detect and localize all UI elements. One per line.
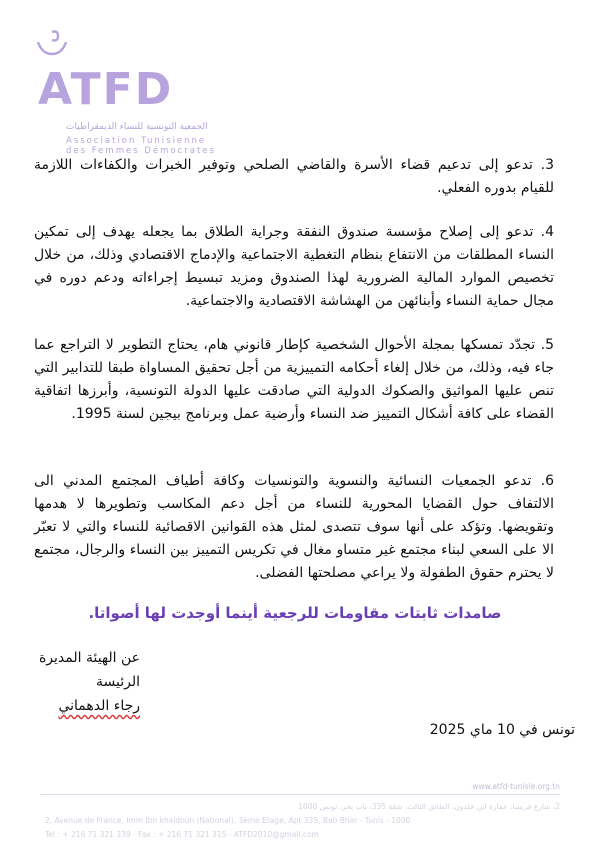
paragraph-3: 3. تدعو إلى تدعيم قضاء الأسرة والقاضي الصلحي وتوفير الخبرات والكفاءات اللازمة للقيام بدوره الفعلي. xyxy=(34,157,554,196)
paragraph-5: 5. تجدّد تمسكها بمجلة الأحوال الشخصية كإطار قانوني هام، يحتاج التطوير لا التراجع عما جاء فيه، وذلك، من خلال إلغاء أحكامه التمييزية من أجل تحقيق المساواة طبقا للتدابير التي تنص عليها المواثيق والصكوك الدولية التي صادقت عليها الدولة التونسية، وأبرزها اتفاقية القضاء على كافة أشكال التمييز ضد النساء وأرضية عمل وبرنامج بيجين لسنة 1995. xyxy=(34,337,554,422)
footer-website: www.atfd-tunisie.org.tn xyxy=(472,782,560,791)
signature-title: الرئيسة xyxy=(96,674,140,690)
slogan: صامدات ثابتات مقاومات للرجعية أينما أوجدت لها أصواتا. xyxy=(88,604,502,622)
footer-address-french: 2, Avenue de France, Imm Ibn khaldoun (National), 3ème Etage, Apt 335, Bab Bhar - Tunis - 1000 xyxy=(45,816,411,825)
signature-name: رجاء الدهماني xyxy=(58,698,140,714)
atfd-logo xyxy=(30,26,216,156)
logo-name-french-line1: Association Tunisienne xyxy=(66,136,207,146)
footer-address-arabic: 2، شارع فرنسا، عمارة ابن خلدون، الطابق الثالث، شقة 335، باب بحر، تونس 1000 xyxy=(298,802,560,811)
paragraph-4: 4. تدعو إلى إصلاح مؤسسة صندوق النفقة وجراية الطلاق بما يجعله يهدف إلى تمكين النساء المطلقات من الانتفاع بنظام التغطية الاجتماعية والإدماج الاقتصادي وذلك، من خلال تخصيص الموارد المالية الضرورية لهذا الصندوق ومزيد تبسيط إجراءاته ودعم دوره في مجال حماية النساء وأبنائهن من الهشاشة الاقتصادية والاجتماعية. xyxy=(34,224,554,309)
logo-name-arabic: الجمعية التونسية للنساء الديمقراطيات xyxy=(66,122,208,132)
paragraph-6: 6. تدعو الجمعيات النسائية والنسوية والتونسيات وكافة أطياف المجتمع المدني الى الالتفاف حول القضايا المحورية للنساء من أجل دعم المكاسب وتطويرها لا هدمها وتقويضها. وتؤكد على أنها سوف تتصدى لمثل هذه القوانين الاقصائية للنساء والتي لا تعبّر الا على السعي لبناء مجتمع غير متساو مغال في تكريس التمييز بين النساء والرجال، مجتمع لا يحترم حقوق الطفولة ولا يراعي مصلحتها الفضلى. xyxy=(34,473,554,581)
signature-board: عن الهيئة المديرة xyxy=(38,650,140,666)
footer-divider xyxy=(40,794,560,795)
document-date: تونس في 10 ماي 2025 xyxy=(429,722,575,738)
logo-name-french-line2: des Femmes Démocrates xyxy=(66,146,216,156)
logo-wordmark: ATFD xyxy=(38,64,174,115)
footer-contact: Tel : + 216 71 321 339 - Fax : + 216 71 321 315 - ATFD2010@gmail.com xyxy=(45,830,319,839)
